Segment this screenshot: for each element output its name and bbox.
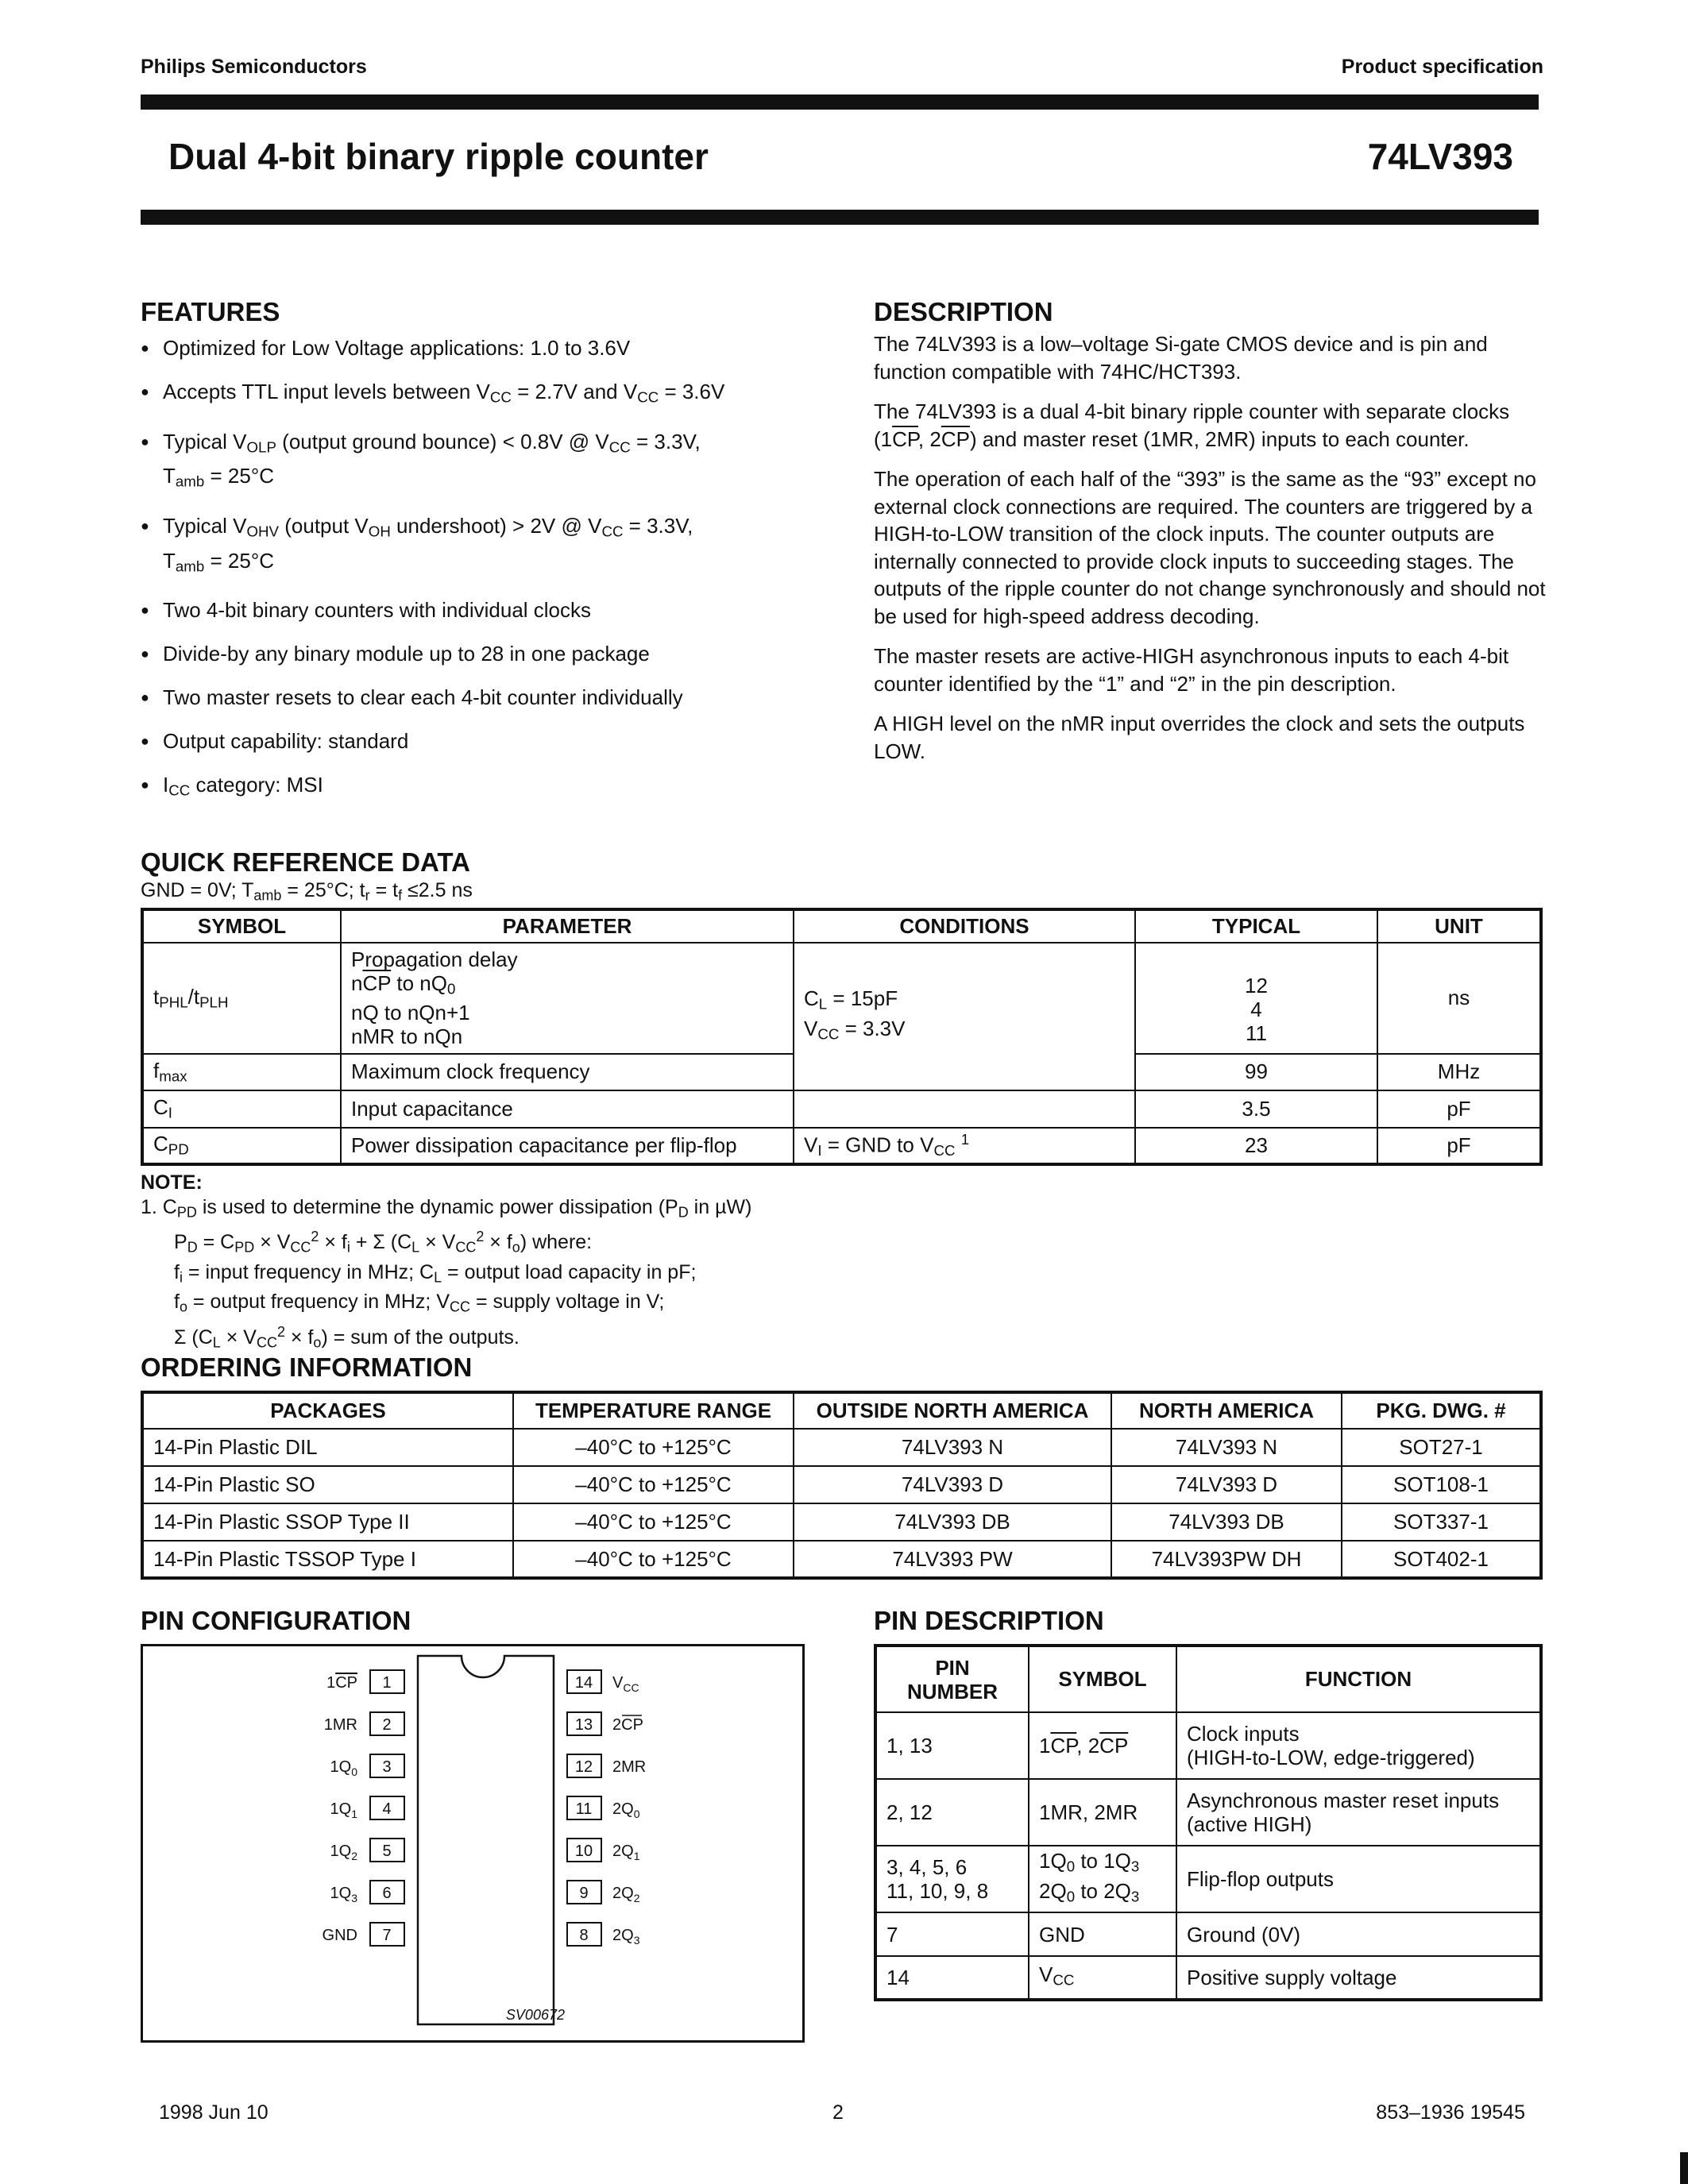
description-title: DESCRIPTION [874, 297, 1053, 326]
temperature-cell: –40°C to +125°C [513, 1429, 794, 1466]
drawing-id: SV00672 [505, 2007, 565, 2023]
pkg-dwg-cell: SOT108-1 [1342, 1466, 1541, 1503]
pin-number: 12 [574, 1758, 593, 1776]
column-header: SYMBOL [142, 909, 341, 943]
parameter-cell: Input capacitance [341, 1090, 794, 1128]
function-cell: Clock inputs (HIGH-to-LOW, edge-triggered) [1176, 1712, 1541, 1779]
pin-label: $2Q_1$ [612, 1843, 640, 1862]
header-rule-top [141, 95, 1539, 110]
quick-reference-conditions: GND = 0V; $T_{amb} = 25^\circ C$; $t_r = t_f \le 2.5$ ns [141, 879, 473, 904]
column-header: NORTH AMERICA [1111, 1392, 1342, 1429]
table-row [142, 1541, 1541, 1578]
temperature-cell: –40°C to +125°C [513, 1466, 794, 1503]
typical-cell: 99 [1135, 1054, 1377, 1090]
outside-na-cell: 74LV393 D [794, 1466, 1111, 1503]
ic-body [418, 1656, 554, 2024]
note-line: $P_D = C_{PD} \times V_{CC}^2 \times f_i + \Sigma$ $(C_L \times V_{CC}^2 \times f_o)$ where: [174, 1229, 593, 1256]
table-header-row [142, 1392, 1541, 1429]
column-header: TEMPERATURE RANGE [513, 1392, 794, 1429]
na-cell: 74LV393 N [1111, 1429, 1342, 1466]
feature-item: ● Typical $V_{OHV}$ (output $V_{OH}$ undershoot) > 2V @ $V_{CC} = 3.3V$, $T_{amb} = 25^\circ C$ [141, 511, 856, 581]
pin-label: $1Q_2$ [330, 1843, 357, 1862]
symbol-cell: $C_{PD}$ [142, 1128, 341, 1164]
unit-cell: MHz [1377, 1054, 1541, 1090]
quick-reference-title: QUICK REFERENCE DATA [141, 847, 470, 877]
features-section [141, 297, 856, 820]
pin-number: 14 [574, 1674, 593, 1692]
column-header: PARAMETER [341, 909, 794, 943]
column-header: OUTSIDE NORTH AMERICA [794, 1392, 1111, 1429]
table-row [142, 1466, 1541, 1503]
feature-item: ● Two 4-bit binary counters with individual clocks [141, 596, 856, 624]
note-title: NOTE: [141, 1171, 203, 1194]
table-row [875, 1956, 1541, 2000]
symbol-cell: $t_{PHL}/t_{PLH}$ [142, 943, 341, 1054]
function-cell: Positive supply voltage [1176, 1956, 1541, 2000]
pin-number: 11 [575, 1800, 593, 1818]
document-type: Product specification [1341, 56, 1543, 78]
parameter-cell: Maximum clock frequency [341, 1054, 794, 1090]
symbol-cell: $C_I$ [142, 1090, 341, 1128]
conditions-cell: $V_I$ = GND to $V_{CC}$ $^1$ [794, 1128, 1135, 1164]
conditions-cell: $C_L = 15pF$ $V_{CC} = 3.3V$ [794, 943, 1135, 1090]
symbol-cell: $f_{max}$ [142, 1054, 341, 1090]
part-number: 74LV393 [1367, 136, 1513, 177]
table-note [141, 1171, 1539, 1356]
typical-cell: 23 [1135, 1128, 1377, 1164]
pin-number-cell: 7 [875, 1912, 1029, 1956]
feature-item: ● Divide-by any binary module up to 28 in one package [141, 639, 856, 668]
package-cell: 14-Pin Plastic SSOP Type II [142, 1503, 513, 1541]
pin-label: 2CP [612, 1716, 643, 1734]
pin-number: 13 [574, 1716, 593, 1734]
feature-item: ● Accepts TTL input levels between $V_{CC} = 2.7V$ and $V_{CC} = 3.6V$ [141, 377, 856, 412]
note-line: $f_i$ = input frequency in MHz; $C_L$ = output load capacity in pF; [174, 1260, 697, 1285]
na-cell: 74LV393 DB [1111, 1503, 1342, 1541]
table-row [875, 1912, 1541, 1956]
table-header-row [875, 1646, 1541, 1712]
parameter-cell: Power dissipation capacitance per flip-flop [341, 1128, 794, 1164]
pin-number-cell: 3, 4, 5, 6 11, 10, 9, 8 [875, 1846, 1029, 1912]
function-cell: Ground (0V) [1176, 1912, 1541, 1956]
footer-date: 1998 Jun 10 [159, 2101, 268, 2124]
table-row [875, 1712, 1541, 1779]
temperature-cell: –40°C to +125°C [513, 1503, 794, 1541]
pin-label: 1CP [326, 1674, 357, 1692]
table-row [142, 1128, 1541, 1164]
description-paragraph: The master resets are active-HIGH asynchronous inputs to each 4-bit counter identified by the “1” and “2” in the pin description. [874, 644, 1509, 696]
note-line: 1. $C_{PD}$ is used to determine the dynamic power dissipation ($P_D$ in µW) [141, 1195, 752, 1220]
pin-number: 1 [382, 1674, 392, 1692]
typical-cell: 3.5 [1135, 1090, 1377, 1128]
table-row [875, 1846, 1541, 1912]
ordering-section [141, 1352, 1539, 1580]
symbol-cell: $V_{CC}$ [1029, 1956, 1176, 2000]
ordering-title: ORDERING INFORMATION [141, 1352, 473, 1382]
pin-label: $1Q_3$ [330, 1885, 357, 1904]
page-title: Dual 4-bit binary ripple counter [168, 136, 709, 177]
pkg-dwg-cell: SOT27-1 [1342, 1429, 1541, 1466]
features-list [141, 334, 856, 805]
crop-mark [1680, 2152, 1688, 2184]
pin-diagram-svg [143, 1646, 802, 2040]
pin-number: 3 [382, 1758, 392, 1776]
column-header: UNIT [1377, 909, 1541, 943]
function-cell: Flip-flop outputs [1176, 1846, 1541, 1912]
pin-label: $1Q_1$ [330, 1800, 357, 1820]
package-cell: 14-Pin Plastic TSSOP Type I [142, 1541, 513, 1578]
pin-number-cell: 1, 13 [875, 1712, 1029, 1779]
pin-number: 9 [579, 1885, 589, 1902]
temperature-cell: –40°C to +125°C [513, 1541, 794, 1578]
feature-item: ● Two master resets to clear each 4-bit counter individually [141, 683, 856, 712]
note-line: Σ $(C_L \times V_{CC}^2 \times f_o)$ = sum of the outputs. [174, 1323, 520, 1350]
quick-reference-table [141, 908, 1543, 1166]
table-row [142, 1429, 1541, 1466]
description-paragraph: The operation of each half of the “393” is the same as the “93” except no external clock connections are required. The counters are triggered by a HIGH-to-LOW transition of the clock inputs. The counter outputs are internally connected to provide clock inputs to succeeding stages. The outputs of the ripple counter do not change synchronously and should not be used for high-speed address decoding. [874, 467, 1546, 628]
feature-item: ● Output capability: standard [141, 727, 856, 755]
table-row [142, 1503, 1541, 1541]
function-cell: Asynchronous master reset inputs (active HIGH) [1176, 1779, 1541, 1846]
pin-label: $2Q_3$ [612, 1927, 640, 1947]
pin-description-title: PIN DESCRIPTION [874, 1606, 1104, 1635]
na-cell: 74LV393 D [1111, 1466, 1342, 1503]
pin-number: 10 [574, 1843, 593, 1860]
right-pins [567, 1670, 646, 1947]
parameter-cell: Propagation delay $n\overline{CP}$ to $nQ_0$ nQ to nQn+1 nMR to nQn [341, 943, 794, 1054]
pin-description-table [874, 1644, 1543, 2001]
pin-label: GND [322, 1927, 357, 1944]
symbol-cell: $1\overline{CP}$, $2\overline{CP}$ [1029, 1712, 1176, 1779]
pin-label: $1Q_0$ [330, 1758, 357, 1778]
pkg-dwg-cell: SOT402-1 [1342, 1541, 1541, 1578]
pin-label: $2Q_0$ [612, 1800, 640, 1820]
pin-number-cell: 2, 12 [875, 1779, 1029, 1846]
column-header: PACKAGES [142, 1392, 513, 1429]
pin-description-section [874, 1606, 1539, 2001]
feature-item: ● $I_{CC}$ category: MSI [141, 770, 856, 805]
symbol-cell: 1MR, 2MR [1029, 1779, 1176, 1846]
column-header: SYMBOL [1029, 1646, 1176, 1712]
pin-number-cell: 14 [875, 1956, 1029, 2000]
footer-code: 853–1936 19545 [1376, 2101, 1525, 2124]
pin-label: $V_{CC}$ [612, 1674, 639, 1694]
unit-cell: pF [1377, 1090, 1541, 1128]
note-line: $f_o$ = output frequency in MHz; $V_{CC}$ = supply voltage in V; [174, 1291, 665, 1315]
description-paragraph: The 74LV393 is a dual 4-bit binary ripple counter with separate clocks ($1\overline{CP}$, $2\overline{CP}$) and master reset (1MR, 2MR) inputs to each counter. [874, 399, 1510, 451]
ordering-table [141, 1391, 1543, 1580]
page-number: 2 [832, 2101, 844, 2124]
na-cell: 74LV393PW DH [1111, 1541, 1342, 1578]
company-name: Philips Semiconductors [141, 56, 367, 78]
unit-cell: ns [1377, 943, 1541, 1054]
pin-configuration-title: PIN CONFIGURATION [141, 1606, 411, 1635]
symbol-cell: GND [1029, 1912, 1176, 1956]
pin-number: 7 [382, 1927, 392, 1944]
quick-reference-section [141, 847, 1539, 1355]
column-header: CONDITIONS [794, 909, 1135, 943]
unit-cell: pF [1377, 1128, 1541, 1164]
pin-number: 4 [382, 1800, 392, 1818]
symbol-cell: $1Q_0$ to $1Q_3$ $2Q_0$ to $2Q_3$ [1029, 1846, 1176, 1912]
column-header: TYPICAL [1135, 909, 1377, 943]
package-cell: 14-Pin Plastic SO [142, 1466, 513, 1503]
typical-cell: 12 4 11 [1135, 943, 1377, 1054]
description-paragraph: The 74LV393 is a low–voltage Si-gate CMOS device and is pin and function compatible with 74HC/HCT393. [874, 332, 1488, 384]
description-paragraph: A HIGH level on the nMR input overrides the clock and sets the outputs LOW. [874, 712, 1525, 763]
features-title: FEATURES [141, 297, 280, 326]
outside-na-cell: 74LV393 DB [794, 1503, 1111, 1541]
outside-na-cell: 74LV393 N [794, 1429, 1111, 1466]
pin-number: 5 [382, 1843, 392, 1860]
pin-number: 2 [382, 1716, 392, 1734]
column-header: PIN NUMBER [875, 1646, 1029, 1712]
pin-configuration-section [141, 1606, 805, 2043]
pin-label: 2MR [612, 1758, 647, 1776]
table-row [142, 1090, 1541, 1128]
description-section [874, 297, 1557, 778]
pin-diagram [141, 1644, 805, 2043]
pin-label: $2Q_2$ [612, 1885, 640, 1904]
pin-number: 6 [382, 1885, 392, 1902]
left-pins [323, 1670, 404, 1946]
package-cell: 14-Pin Plastic DIL [142, 1429, 513, 1466]
feature-item: ● Optimized for Low Voltage applications: 1.0 to 3.6V [141, 334, 856, 362]
pin-label: 1MR [323, 1716, 357, 1734]
table-header-row [142, 909, 1541, 943]
pin-number: 8 [579, 1927, 589, 1944]
outside-na-cell: 74LV393 PW [794, 1541, 1111, 1578]
header-rule-bottom [141, 210, 1539, 225]
pkg-dwg-cell: SOT337-1 [1342, 1503, 1541, 1541]
conditions-cell [794, 1090, 1135, 1128]
table-row [875, 1779, 1541, 1846]
feature-item: ● Typical $V_{OLP}$ (output ground bounce) < 0.8V @ $V_{CC} = 3.3V$, $T_{amb} = 25^\circ C$ [141, 427, 856, 496]
column-header: PKG. DWG. # [1342, 1392, 1541, 1429]
column-header: FUNCTION [1176, 1646, 1541, 1712]
table-row [142, 943, 1541, 1054]
